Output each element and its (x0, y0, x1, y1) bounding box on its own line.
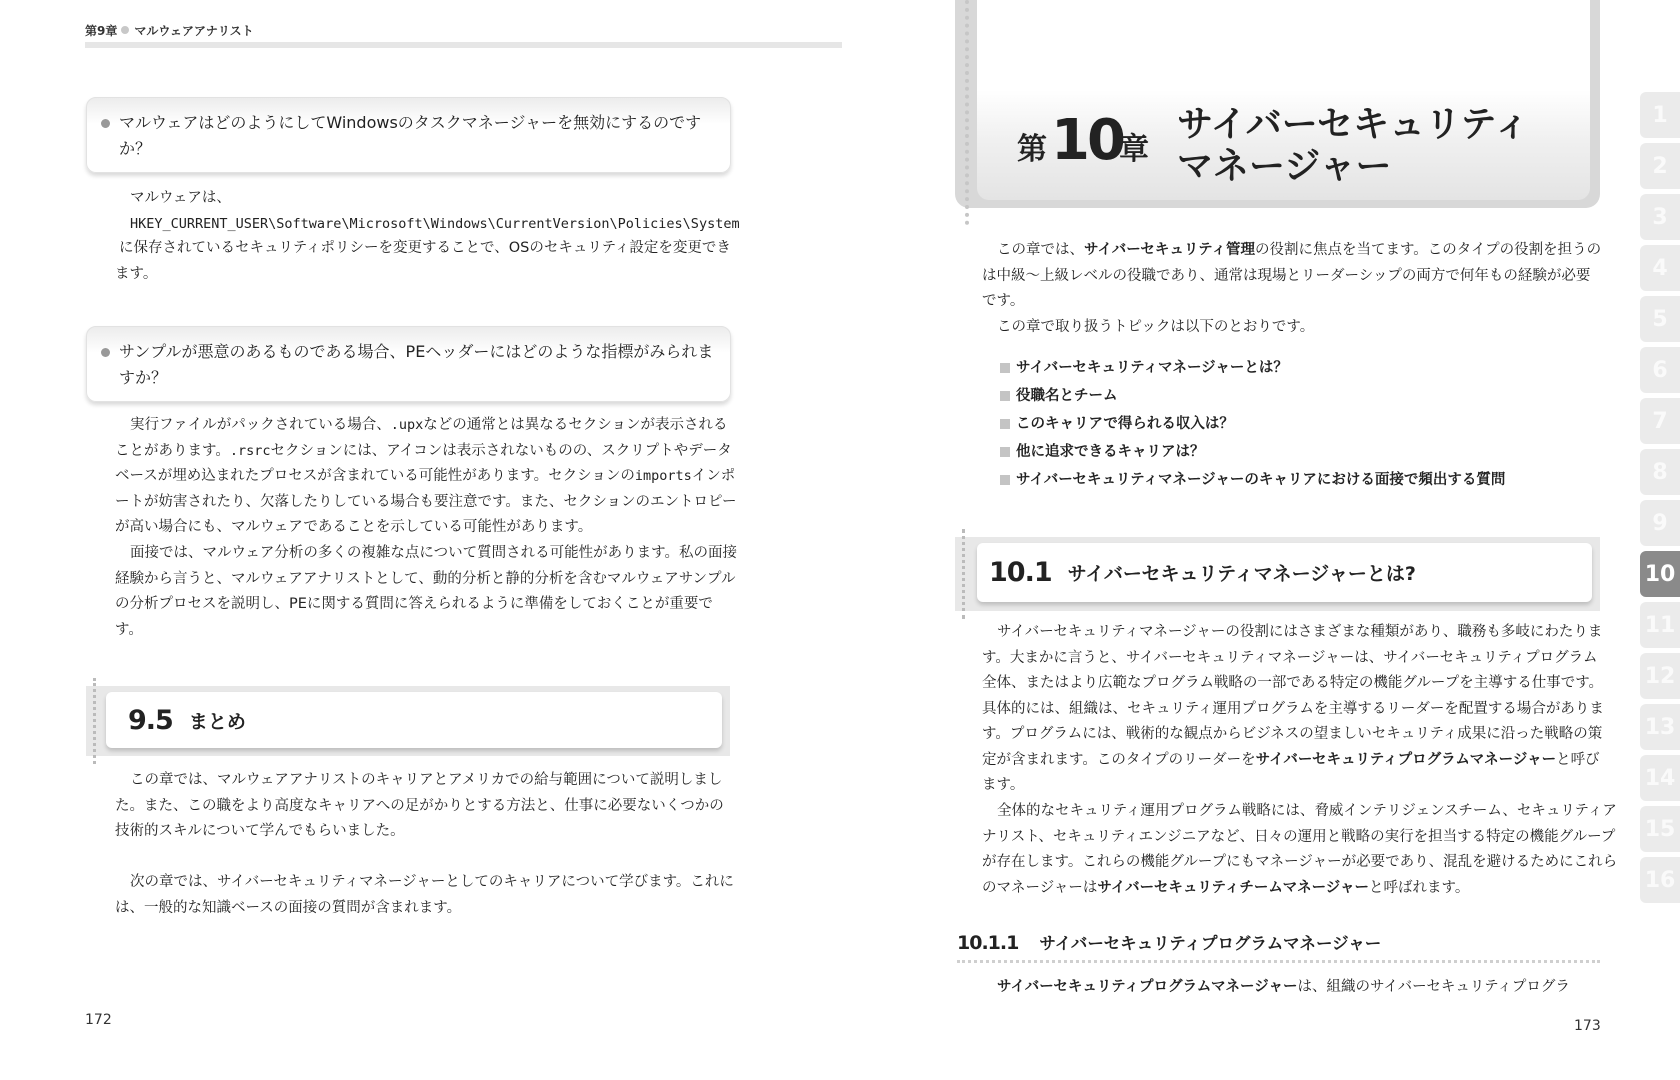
thumb-tab-13: 13 (1640, 704, 1680, 750)
body3-text: は、組織のサイバーセキュリティプログラ (1297, 979, 1570, 995)
chapter-title-block (955, 0, 1600, 208)
chapter-intro (982, 238, 1604, 340)
chapter-prefix: 第 (1017, 132, 1047, 167)
section-number: 10.1 (989, 557, 1052, 588)
thumb-tab-6: 6 (1640, 347, 1680, 393)
topic-item: このキャリアで得られる収入は？ (1000, 410, 1505, 438)
chapter-suffix: 章 (1119, 132, 1149, 167)
topic-item: 他に追求できるキャリアは？ (1000, 438, 1505, 466)
thumb-tab-12: 12 (1640, 653, 1680, 699)
chapter-number: 10 (1051, 108, 1123, 173)
rsrc-code: .rsrc (229, 442, 271, 459)
thumb-tab-15: 15 (1640, 806, 1680, 852)
page-number-left: 172 (85, 1012, 112, 1028)
thumb-tab-16: 16 (1640, 857, 1680, 903)
body1-bold: サイバーセキュリティプログラムマネージャー (1255, 751, 1557, 768)
running-head-title: マルウェアアナリスト (134, 24, 254, 38)
body-paragraph-2 (982, 799, 1622, 901)
thumb-tab-2: 2 (1640, 143, 1680, 189)
summary-text-1: この章では、マルウェアアナリストのキャリアとアメリカでの給与範囲について説明しました。また、この職をより高度なキャリアへの足がかりとする方法と、仕事に必要ないくつかの技術的スキルについて学んでもらいました。 (115, 772, 724, 839)
body-paragraph-1 (982, 620, 1604, 799)
running-head (85, 22, 254, 39)
topic-list (1000, 354, 1505, 494)
section-number: 9.5 (128, 704, 173, 736)
summary-paragraph-2 (115, 870, 737, 921)
subsection-title: サイバーセキュリティプログラムマネージャー (1039, 934, 1382, 953)
summary-paragraph-1 (115, 768, 737, 845)
imports-code: imports (634, 468, 692, 484)
answer-2-text-d: インポートが妨害されたり、欠落したりしている場合も要注意です。また、セクションのエントロピーが高い場合にも、マルウェアであることを示している可能性があります。 (115, 468, 737, 535)
section-heading-9-5 (86, 686, 730, 756)
answer-2-paragraph-1 (115, 413, 737, 541)
subsection-number: 10.1.1 (957, 932, 1019, 954)
dotted-rule (962, 529, 965, 619)
topic-item: サイバーセキュリティマネージャーのキャリアにおける面接で頻出する質問 (1000, 466, 1505, 494)
running-head-rule (85, 42, 842, 48)
answer-1-text: に保存されているセキュリティポリシーを変更することで、OSのセキュリティ設定を変更できます。 (115, 240, 731, 282)
answer-2-paragraph-2 (115, 541, 737, 643)
thumb-tab-3: 3 (1640, 194, 1680, 240)
answer-1-line3 (115, 236, 737, 287)
answer-2-text-b: などの通常とは異なるセクションが表示されることがあります。 (115, 417, 728, 459)
answer-2-text-a: 実行ファイルがパックされている場合、 (130, 417, 391, 433)
thumb-tab-10: 10 (1640, 551, 1680, 597)
chapter-title-inner (977, 0, 1590, 200)
dotted-rule (93, 678, 96, 764)
page-number-right: 173 (1574, 1018, 1601, 1034)
intro-text-c: の役割に焦点を当てます。このタイプの役割を担うのは中級〜上級レベルの役職であり、通常は現場とリーダーシップの両方で何年もの経験が必要です。 (982, 242, 1602, 309)
thumb-tab-7: 7 (1640, 398, 1680, 444)
chapter-title (1177, 104, 1529, 188)
thumb-tab-1: 1 (1640, 92, 1680, 138)
topic-item: 役職名とチーム (1000, 382, 1505, 410)
body2-text-a: 全体的なセキュリティ運用プログラム戦略には、脅威インテリジェンスチーム、セキュリティアナリスト、セキュリティエンジニアなど、日々の運用と戦略の実行を担当する特定の機能グループが存在します。これらの機能グループにもマネージャーが必要であり、混乱を避けるためにこれらのマネージャーは (982, 803, 1618, 896)
intro-text-a: この章では、 (997, 242, 1084, 258)
question-box-1 (86, 97, 731, 173)
thumb-tab-14: 14 (1640, 755, 1680, 801)
chapter-title-line1: サイバーセキュリティ (1177, 104, 1530, 145)
question-text: サンプルが悪意のあるものである場合、PEヘッダーにはどのような指標がみられますか？ (101, 339, 716, 391)
section-title: サイバーセキュリティマネージャーとは? (1067, 563, 1416, 585)
body2-bold: サイバーセキュリティチームマネージャー (1097, 879, 1370, 896)
subsection-heading (957, 930, 1600, 963)
thumb-tab-11: 11 (1640, 602, 1680, 648)
chapter-title-line2: マネージャー (1177, 146, 1392, 187)
answer-2-text-p2: 面接では、マルウェア分析の多くの複雑な点について質問される可能性があります。私の面接経験から言うと、マルウェアアナリストとして、動的分析と静的分析を含むマルウェアサンプルの分析プロセスを説明し、PEに関する質問に答えられるように準備をしておくことが重要です。 (115, 545, 737, 638)
thumb-tab-5: 5 (1640, 296, 1680, 342)
body3-bold: サイバーセキュリティプログラムマネージャー (997, 979, 1298, 995)
section-heading-10-1 (955, 537, 1600, 611)
intro-bold: サイバーセキュリティ管理 (1084, 242, 1255, 258)
body-paragraph-3 (982, 975, 1622, 1001)
thumb-tab-8: 8 (1640, 449, 1680, 495)
upx-code: .upx (390, 417, 424, 433)
answer-2-text-c: セクションには、アイコンは表示されないものの、スクリプトやデータベースが埋め込まれたプロセスが含まれている可能性があります。セクションの (115, 442, 732, 484)
section-heading-inner (106, 692, 722, 748)
registry-path: HKEY_CURRENT_USER\Software\Microsoft\Windows\CurrentVersion\Policies\System (130, 216, 740, 232)
thumb-tab-4: 4 (1640, 245, 1680, 291)
summary-text-2: 次の章では、サイバーセキュリティマネージャーとしてのキャリアについて学びます。これには、一般的な知識ベースの面接の質問が含まれます。 (115, 874, 734, 916)
dotted-rule (965, 0, 969, 225)
bullet-dot-icon (121, 26, 129, 34)
question-text: マルウェアはどのようにしてWindowsのタスクマネージャーを無効にするのですか？ (101, 110, 716, 162)
section-heading-inner (977, 543, 1592, 602)
question-box-2 (86, 326, 731, 402)
body2-text-c: と呼ばれます。 (1369, 879, 1470, 896)
body1-text-c: と呼びます。 (982, 751, 1600, 793)
topic-item: サイバーセキュリティマネージャーとは？ (1000, 354, 1505, 382)
section-title: まとめ (188, 710, 246, 733)
chapter-thumb-index (1640, 92, 1680, 908)
body1-text-a: サイバーセキュリティマネージャーの役割にはさまざまな種類があり、職務も多岐にわたります。大まかに言うと、サイバーセキュリティマネージャーは、サイバーセキュリティプログラム全体、またはより広範なプログラム戦略の一部である特定の機能グループを主導する仕事です。具体的には、組織は、セキュリティ運用プログラムを主導するリーダーを配置する場合があります。プログラムには、戦術的な観点からビジネスの望ましいセキュリティ成果に沿った戦略の策定が含まれます。このタイプのリーダーを (982, 624, 1604, 768)
intro-text-d: この章で取り扱うトピックは以下のとおりです。 (997, 318, 1315, 335)
answer-1-line1: マルウェアは、 (130, 190, 231, 206)
running-head-chapter: 第9章 (85, 24, 118, 38)
thumb-tab-9: 9 (1640, 500, 1680, 546)
